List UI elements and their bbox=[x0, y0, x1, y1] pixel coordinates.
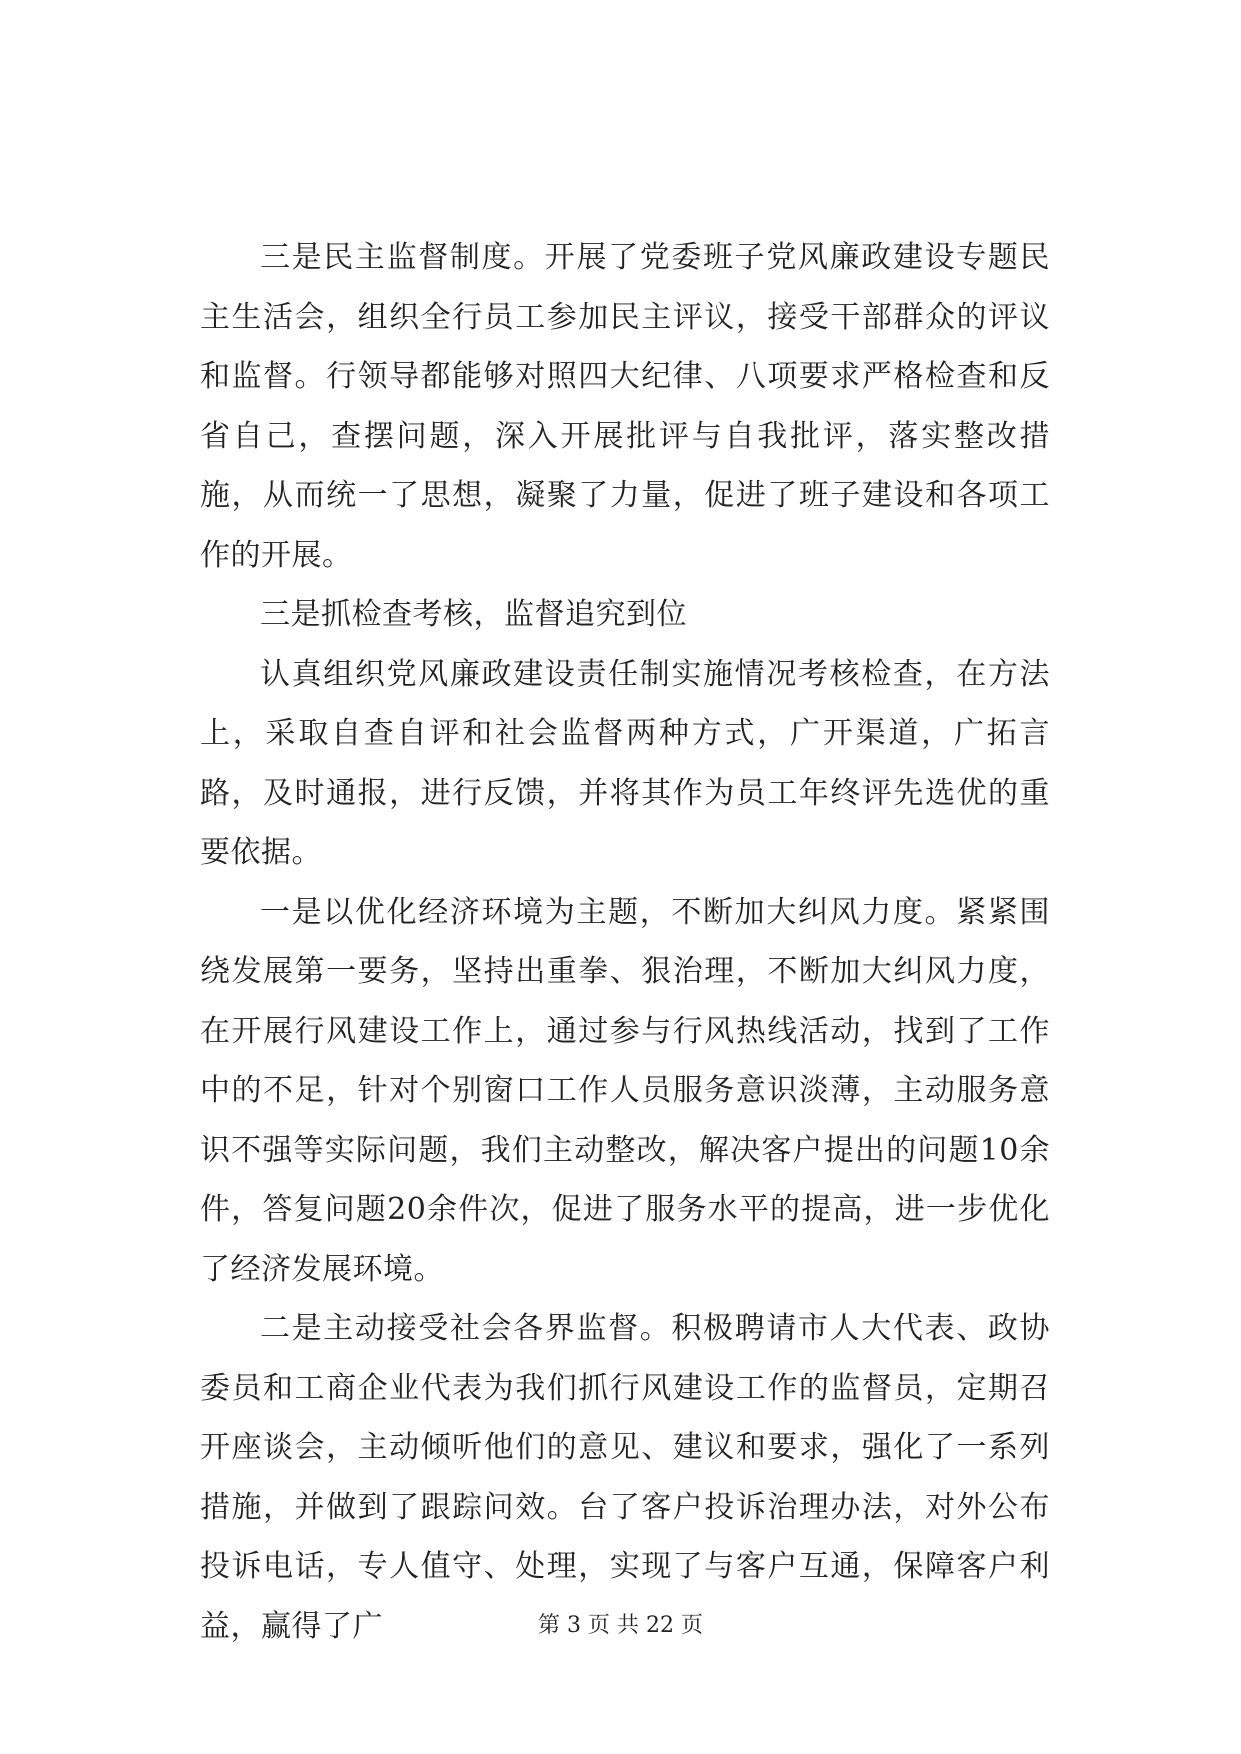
page-number-footer: 第 3 页 共 22 页 bbox=[538, 1613, 703, 1638]
section-heading-inspection: 三是抓检查考核，监督追究到位 bbox=[260, 597, 687, 632]
document-body bbox=[200, 228, 1050, 1656]
paragraph-assessment: 认真组织党风廉政建设责任制实施情况考核检查，在方法上，采取自查自评和社会监督两种方式，广开渠道，广拓言路，及时通报，进行反馈，并将其作为员工年终评先选优的重要依据。 bbox=[200, 656, 1050, 870]
paragraph-economic-environment: 一是以优化经济环境为主题，不断加大纠风力度。紧紧围绕发展第一要务，坚持出重拳、狠治理，不断加大纠风力度，在开展行风建设工作上，通过参与行风热线活动，找到了工作中的不足，针对个别窗口工作人员服务意识淡薄，主动服务意识不强等实际问题，我们主动整改，解决客户提出的问题10余件，答复问题20余件次，促进了服务水平的提高，进一步优化了经济发展环境。 bbox=[200, 894, 1050, 1287]
paragraph-social-supervision: 二是主动接受社会各界监督。积极聘请市人大代表、政协委员和工商企业代表为我们抓行风建设工作的监督员，定期召开座谈会，主动倾听他们的意见、建议和要求，强化了一系列措施，并做到了跟踪问效。台了客户投诉治理办法，对外公布投诉电话，专人值守、处理，实现了与客户互通，保障客户利益，赢得了广 bbox=[200, 1311, 1050, 1644]
paragraph-democratic-supervision: 三是民主监督制度。开展了党委班子党风廉政建设专题民主生活会，组织全行员工参加民主评议，接受干部群众的评议和监督。行领导都能够对照四大纪律、八项要求严格检查和反省自己，查摆问题，深入开展批评与自我批评，落实整改措施，从而统一了思想，凝聚了力量，促进了班子建设和各项工作的开展。 bbox=[200, 240, 1050, 573]
